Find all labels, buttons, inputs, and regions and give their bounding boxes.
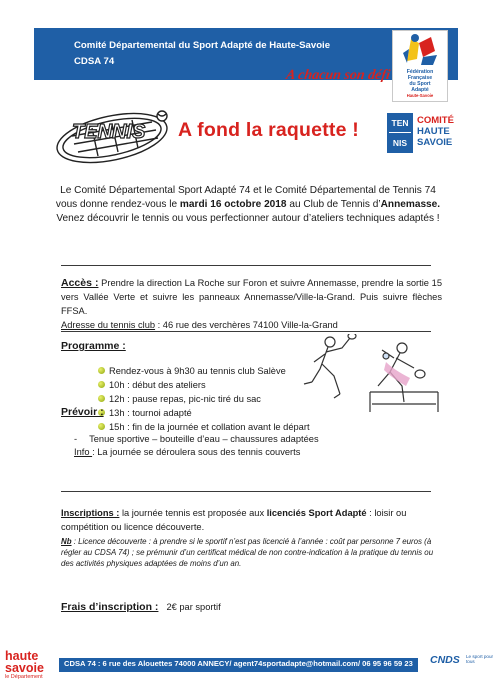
frais-line: Frais d’inscription : 2€ par sportif <box>61 601 221 613</box>
bullet-icon <box>98 423 105 430</box>
svg-text:TENNIS: TENNIS <box>72 121 146 143</box>
list-item: 10h : début des ateliers <box>109 378 206 392</box>
divider <box>61 265 431 266</box>
header-title: Comité Départemental du Sport Adapté de Haute-Savoie <box>74 40 331 51</box>
cnds-logo: CNDS Le sport pour tous <box>430 654 494 666</box>
list-item: - Tenue sportive – bouteille d’eau – chaussures adaptées <box>74 434 319 444</box>
info-line: Info : La journée se déroulera sous des tennis couverts <box>74 447 301 457</box>
slogan: A chacun son défi <box>285 68 391 83</box>
tennis-racket-icon <box>52 106 174 168</box>
ffsa-region: Haute-Savoie <box>406 93 434 98</box>
bullet-icon <box>98 381 105 388</box>
ffsa-text: Fédération Française du Sport Adapté <box>406 69 434 93</box>
bullet-icon <box>98 367 105 374</box>
prevoir-heading: Prévoir : <box>61 406 104 418</box>
tennis-player-icon <box>290 334 440 424</box>
divider <box>61 331 431 332</box>
list-item: 15h : fin de la journée et collation avant le départ <box>109 420 310 434</box>
divider <box>61 491 431 492</box>
list-item: 12h : pause repas, pic-nic tiré du sac <box>109 392 261 406</box>
header-subtitle: CDSA 74 <box>74 56 115 67</box>
bullet-icon <box>98 395 105 402</box>
inscriptions-section: Inscriptions : la journée tennis est proposée aux licenciés Sport Adapté : loisir ou compétition ou licence découverte. <box>61 508 407 532</box>
club-address: Adresse du tennis club : 46 rue des verchères 74100 Ville-la-Grand <box>61 320 338 330</box>
list-item: 13h : tournoi adapté <box>109 406 192 420</box>
page-title: A fond la raquette ! <box>178 119 359 141</box>
nb-note: Nb : Licence découverte : à prendre si le sportif n’est pas licencié à l’année : coût par personne 7 euros (à régler au CDSA 74) ; se prémunir d’un certificat médical de non contre-indication à la pratique du tennis ou des activités physiques adaptées de moins d’un an. <box>61 537 434 568</box>
footer-contact: CDSA 74 : 6 rue des Alouettes 74000 ANNECY/ agent74sportadapte@hotmail.com/ 06 95 96 59 23 <box>64 659 413 668</box>
intro-paragraph: Le Comité Départemental Sport Adapté 74 et le Comité Départemental de Tennis 74 vous donne rendez-vous le mardi 16 octobre 2018 au Club de Tennis d’Annemasse. Venez découvrir le tennis ou vous perfectionner autour d’ateliers techniques adaptés ! <box>55 185 441 224</box>
tennis-drawing <box>52 106 174 173</box>
acces-section: Accès : Prendre la direction La Roche sur Foron et suivre Annemasse, prendre la sortie 15 vers Vallée Verte et suivre les panneaux Annemasse/Ville-la-Grand. Puis suivre flèches FFSA. <box>61 277 442 316</box>
tennis-committee-logo: TEN NIS <box>387 113 413 153</box>
tennis-committee-name: COMITÉ HAUTE SAVOIE <box>417 115 454 148</box>
list-item: Rendez-vous à 9h30 au tennis club Salève <box>109 364 286 378</box>
ffsa-emblem-icon <box>393 31 447 69</box>
tennis-players-illustration <box>290 334 440 429</box>
ffsa-logo <box>392 30 448 102</box>
haute-savoie-logo: haute savoie le Département <box>5 649 44 680</box>
programme-heading: Programme : <box>61 340 126 352</box>
